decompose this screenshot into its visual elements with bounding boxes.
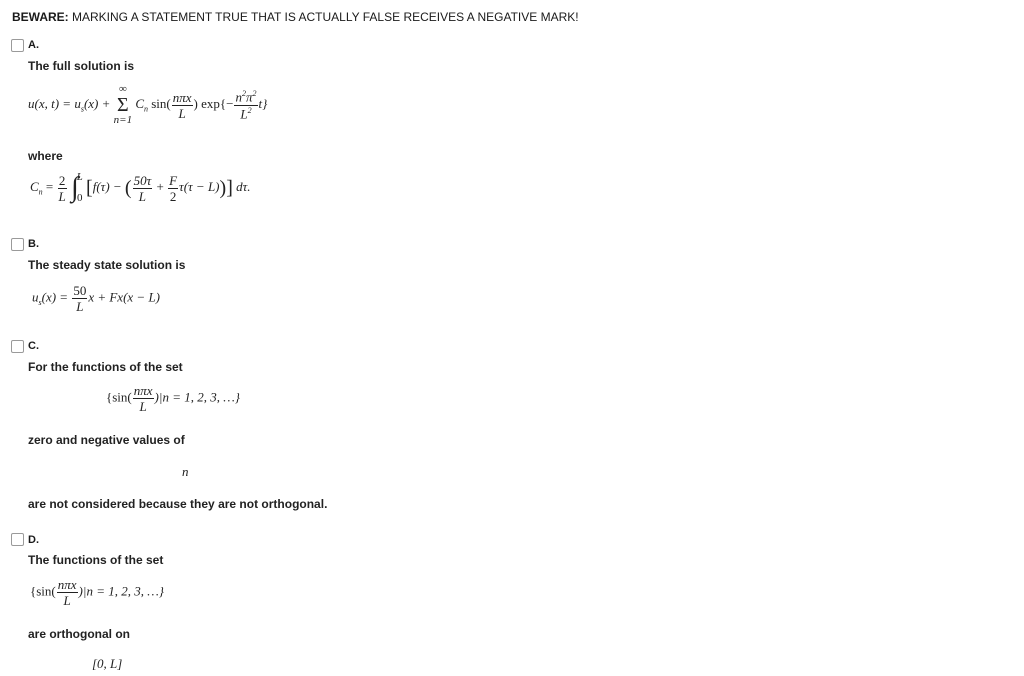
warning-text: MARKING A STATEMENT TRUE THAT IS ACTUALLY FALSE RECEIVES A NEGATIVE MARK! [72,10,579,24]
option-d-letter: D. [28,534,39,546]
option-b-formula: $u_s(x)$ = $\frac{50}{L}$ x + Fx(x − L) [32,283,161,314]
option-d-checkbox[interactable] [11,533,24,546]
sum-symbol: ∞ Σ n=1 [113,83,133,126]
option-a-text: The full solution is [28,59,134,73]
option-d-interval: [0, L] [92,656,123,671]
warning-banner [12,10,579,24]
option-c-checkbox[interactable] [11,340,24,353]
option-b-letter: B. [28,238,39,250]
option-d-text-orthogonal-on: are orthogonal on [28,627,130,641]
option-c-text-not-orthogonal: are not considered because they are not orthogonal. [28,497,328,511]
option-c-formula-set: {sin( $\frac{\text{nπx}}{L}$ )|n = 1, 2, 3, …} [106,383,240,414]
option-b-checkbox[interactable] [11,238,24,251]
option-a-checkbox[interactable] [11,39,24,52]
option-a-formula-cn: $C_n$ = $\frac{2}{L}$ ∫ L 0 [f(τ) − ( $\frac{50\tau}{L}$ + $\frac{F}{2}$ τ(τ − L))] dτ. [30,171,251,204]
option-b-text: The steady state solution is [28,258,186,272]
option-c-text-zero-negative: zero and negative values of [28,433,185,447]
option-c-variable-n: n [182,464,189,479]
option-d-text: The functions of the set [28,553,164,567]
warning-strong: BEWARE: [12,10,69,24]
option-d-formula-set: {sin( $\frac{\text{nπx}}{L}$ )|n = 1, 2, 3, …} [30,577,164,608]
option-a-where-text: where [28,149,63,163]
option-c-letter: C. [28,340,39,352]
option-a-formula-full-solution: u(x, $t) = u_s(x)$ + ∞ Σ n=1 $C_n$ sin( $\frac{\text{nπx}}{L}$ ) exp{− $\frac{n^2\pi^2}{L^2}$ t} [28,83,268,126]
option-c-text: For the functions of the set [28,360,183,374]
option-a-letter: A. [28,39,39,51]
